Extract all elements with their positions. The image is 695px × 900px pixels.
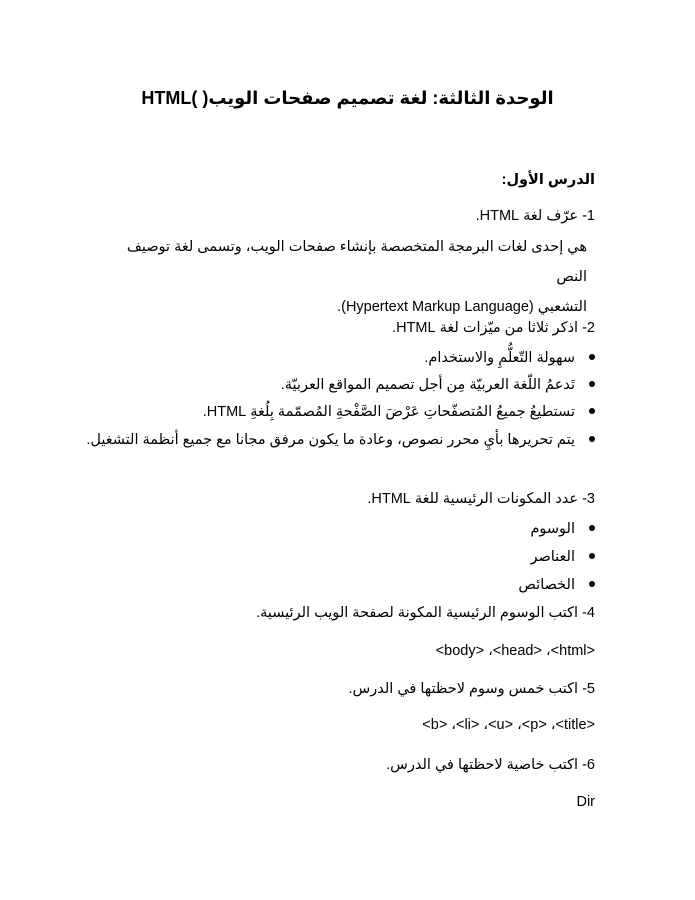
list-item-text: الخصائص xyxy=(518,577,575,593)
answer-6: Dir xyxy=(576,794,595,810)
list-item xyxy=(90,350,595,366)
list-item xyxy=(90,521,595,537)
question-1: 1- عرّف لغة HTML. xyxy=(475,208,595,224)
page-title: الوحدة الثالثة: لغة تصميم صفحات الويب( )HTML xyxy=(141,88,554,108)
list-item xyxy=(90,577,595,593)
bullet-icon xyxy=(589,354,595,360)
question-3: 3- عدد المكونات الرئيسية للغة HTML. xyxy=(367,491,595,507)
bullet-icon xyxy=(589,581,595,587)
bullet-icon xyxy=(589,381,595,387)
list-item xyxy=(86,432,595,448)
list-item xyxy=(90,377,595,393)
bullet-icon xyxy=(589,553,595,559)
list-item xyxy=(90,549,595,565)
list-item-text: سهولة التّعلُّمِ والاستخدام. xyxy=(424,350,575,366)
list-item-text: تَدعمُ اللّغة العربيّة مِن أجل تصميم المواقع العربيّة. xyxy=(280,377,575,393)
question-4: 4- اكتب الوسوم الرئيسية المكونة لصفحة الويب الرئيسية. xyxy=(256,605,595,621)
list-item-text: الوسوم xyxy=(530,521,575,537)
answer-4: <body> ،<head> ،<html> xyxy=(435,643,595,659)
bullet-icon xyxy=(589,408,595,414)
lesson-heading: الدرس الأول: xyxy=(501,172,595,188)
answer-1-line-1: هي إحدى لغات البرمجة المتخصصة بإنشاء صفحات الويب، وتسمى لغة توصيف النص xyxy=(126,239,587,285)
question-6: 6- اكتب خاصية لاحظتها في الدرس. xyxy=(386,757,595,773)
answer-1-line-2: التشعبي (Hypertext Markup Language). xyxy=(337,299,587,315)
list-item xyxy=(90,404,595,420)
list-item-text: العناصر xyxy=(530,549,575,565)
bullet-icon xyxy=(589,525,595,531)
list-item-text: تستطيعُ جميعُ المُتصفّحاتِ عَرْضَ الصَّفْحةِ المُصمّمة بِلُغةِ HTML. xyxy=(202,404,575,420)
answer-5: <b> ،<li> ،<u> ،<p> ،<title> xyxy=(422,717,595,733)
answer-1 xyxy=(100,232,587,322)
question-2: 2- اذكر ثلاثا من ميّزات لغة HTML. xyxy=(392,320,595,336)
bullet-icon xyxy=(589,436,595,442)
question-5: 5- اكتب خمس وسوم لاحظتها في الدرس. xyxy=(348,681,595,697)
list-item-text: يتم تحريرها بأيِ محرر نصوص، وعادة ما يكون مرفق مجانا مع جميع أنظمة التشغيل. xyxy=(86,432,575,448)
